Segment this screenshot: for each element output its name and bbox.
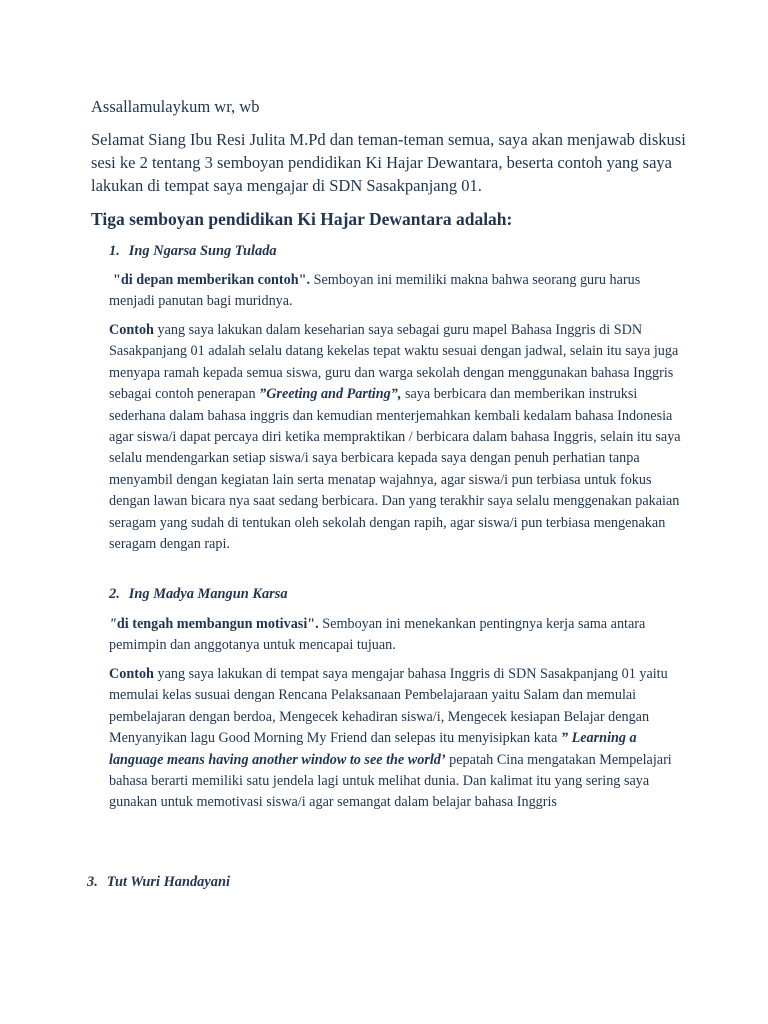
example-text: yang saya lakukan dalam keseharian saya sebagai guru mapel Bahasa Inggris di SDN Sasakpanjang 01 adalah selalu datang kekelas tepat waktu sesuai dengan jadwal, selain itu saya juga menyapa ramah kepada semua siswa, guru dan warga sekolah dengan menggunakan bahasa Inggris sebagai contoh penerapan — [109, 322, 679, 403]
example-text: yang saya lakukan di tempat saya mengajar bahasa Inggris di SDN Sasakpanjang 01 yaitu memulai kelas susuai dengan Rencana Pelaksanaan Pembelajaraan yaitu Salam dan memulai pembelajaran dengan berdoa, Mengecek kehadiran siswa/i, Mengecek kesiapan Belajar dengan Menyanyikan lagu Good Morning My Friend dan selepas itu menyisipkan kata — [109, 666, 668, 747]
list-item-2-heading — [109, 584, 288, 604]
list-title: Tut Wuri Handayani — [106, 874, 230, 890]
example-highlight: ”Greeting and Parting”, — [259, 386, 402, 403]
list-item-3-heading — [87, 872, 230, 892]
list-number: 3. — [87, 874, 98, 890]
motto-2-paragraph: "di tengah membangun motivasi". Semboyan ini menekankan pentingnya kerja sama antara pemimpin dan anggotanya untuk mencapai tujuan. — [109, 616, 646, 654]
example-2-paragraph — [109, 664, 683, 814]
list-item-1-heading — [109, 241, 277, 261]
motto-quote: "di depan memberikan contoh". — [113, 272, 311, 288]
example-highlight: ” Learning a language means having another window to see the world’ — [109, 730, 637, 768]
section-heading: Tiga semboyan pendidikan Ki Hajar Dewantara adalah: — [91, 209, 513, 229]
motto-text: Semboyan ini menekankan pentingnya kerja sama antara pemimpin dan anggotanya untuk mencapai tujuan. — [109, 616, 646, 654]
example-label: Contoh — [109, 322, 154, 338]
example-1-paragraph — [109, 320, 681, 555]
motto-1-paragraph — [109, 270, 681, 313]
list-title: Ing Madya Mangun Karsa — [128, 586, 288, 602]
motto-text: Semboyan ini memiliki makna bahwa seorang guru harus menjadi panutan bagi muridnya. — [109, 272, 641, 310]
intro-paragraph: Selamat Siang Ibu Resi Julita M.Pd dan teman-teman semua, saya akan menjawab diskusi sesi ke 2 tentang 3 semboyan pendidikan Ki Hajar Dewantara, beserta contoh yang saya lakukan di tempat saya mengajar di SDN Sasakpanjang 01. — [91, 130, 686, 195]
example-text-cont: pepatah Cina mengatakan Mempelajari bahasa berarti memiliki satu jendela lagi untuk melihat dunia. Dan kalimat itu yang sering saya gunakan untuk memotivasi siswa/i agar semangat dalam belajar bahasa Inggris — [109, 751, 672, 811]
example-text-cont: saya berbicara dan memberikan instruksi sederhana dalam bahasa inggris dan kemudian menterjemahkan kembali kedalam bahasa Indonesia agar siswa/i dapat percaya diri ketika mempraktikan / berbicara dalam bahasa Inggris, selain itu saya selalu mendengarkan setiap siswa/i saya berbicara kepada saya dengan penuh perhatian tanpa menyambil dengan kegiatan lain serta menatap wajahnya, agar siswa/i pun terbiasa untuk fokus dengan lawan bicara nya saat sedang berbicara. Dan yang terakhir saya selalu menggenakan pakaian seragam yang sudah di tentukan oleh sekolah dengan rapih, agar siswa/i pun terbiasa mengenakan seragam dengan rapi. — [109, 386, 681, 553]
list-number: 1. — [109, 243, 120, 259]
list-number: 2. — [109, 586, 120, 602]
motto-quote: di tengah membangun motivasi". — [116, 616, 319, 632]
greeting: Assallamulaykum wr, wb — [91, 97, 260, 116]
list-title: Ing Ngarsa Sung Tulada — [128, 243, 277, 259]
example-label: Contoh — [109, 666, 154, 682]
